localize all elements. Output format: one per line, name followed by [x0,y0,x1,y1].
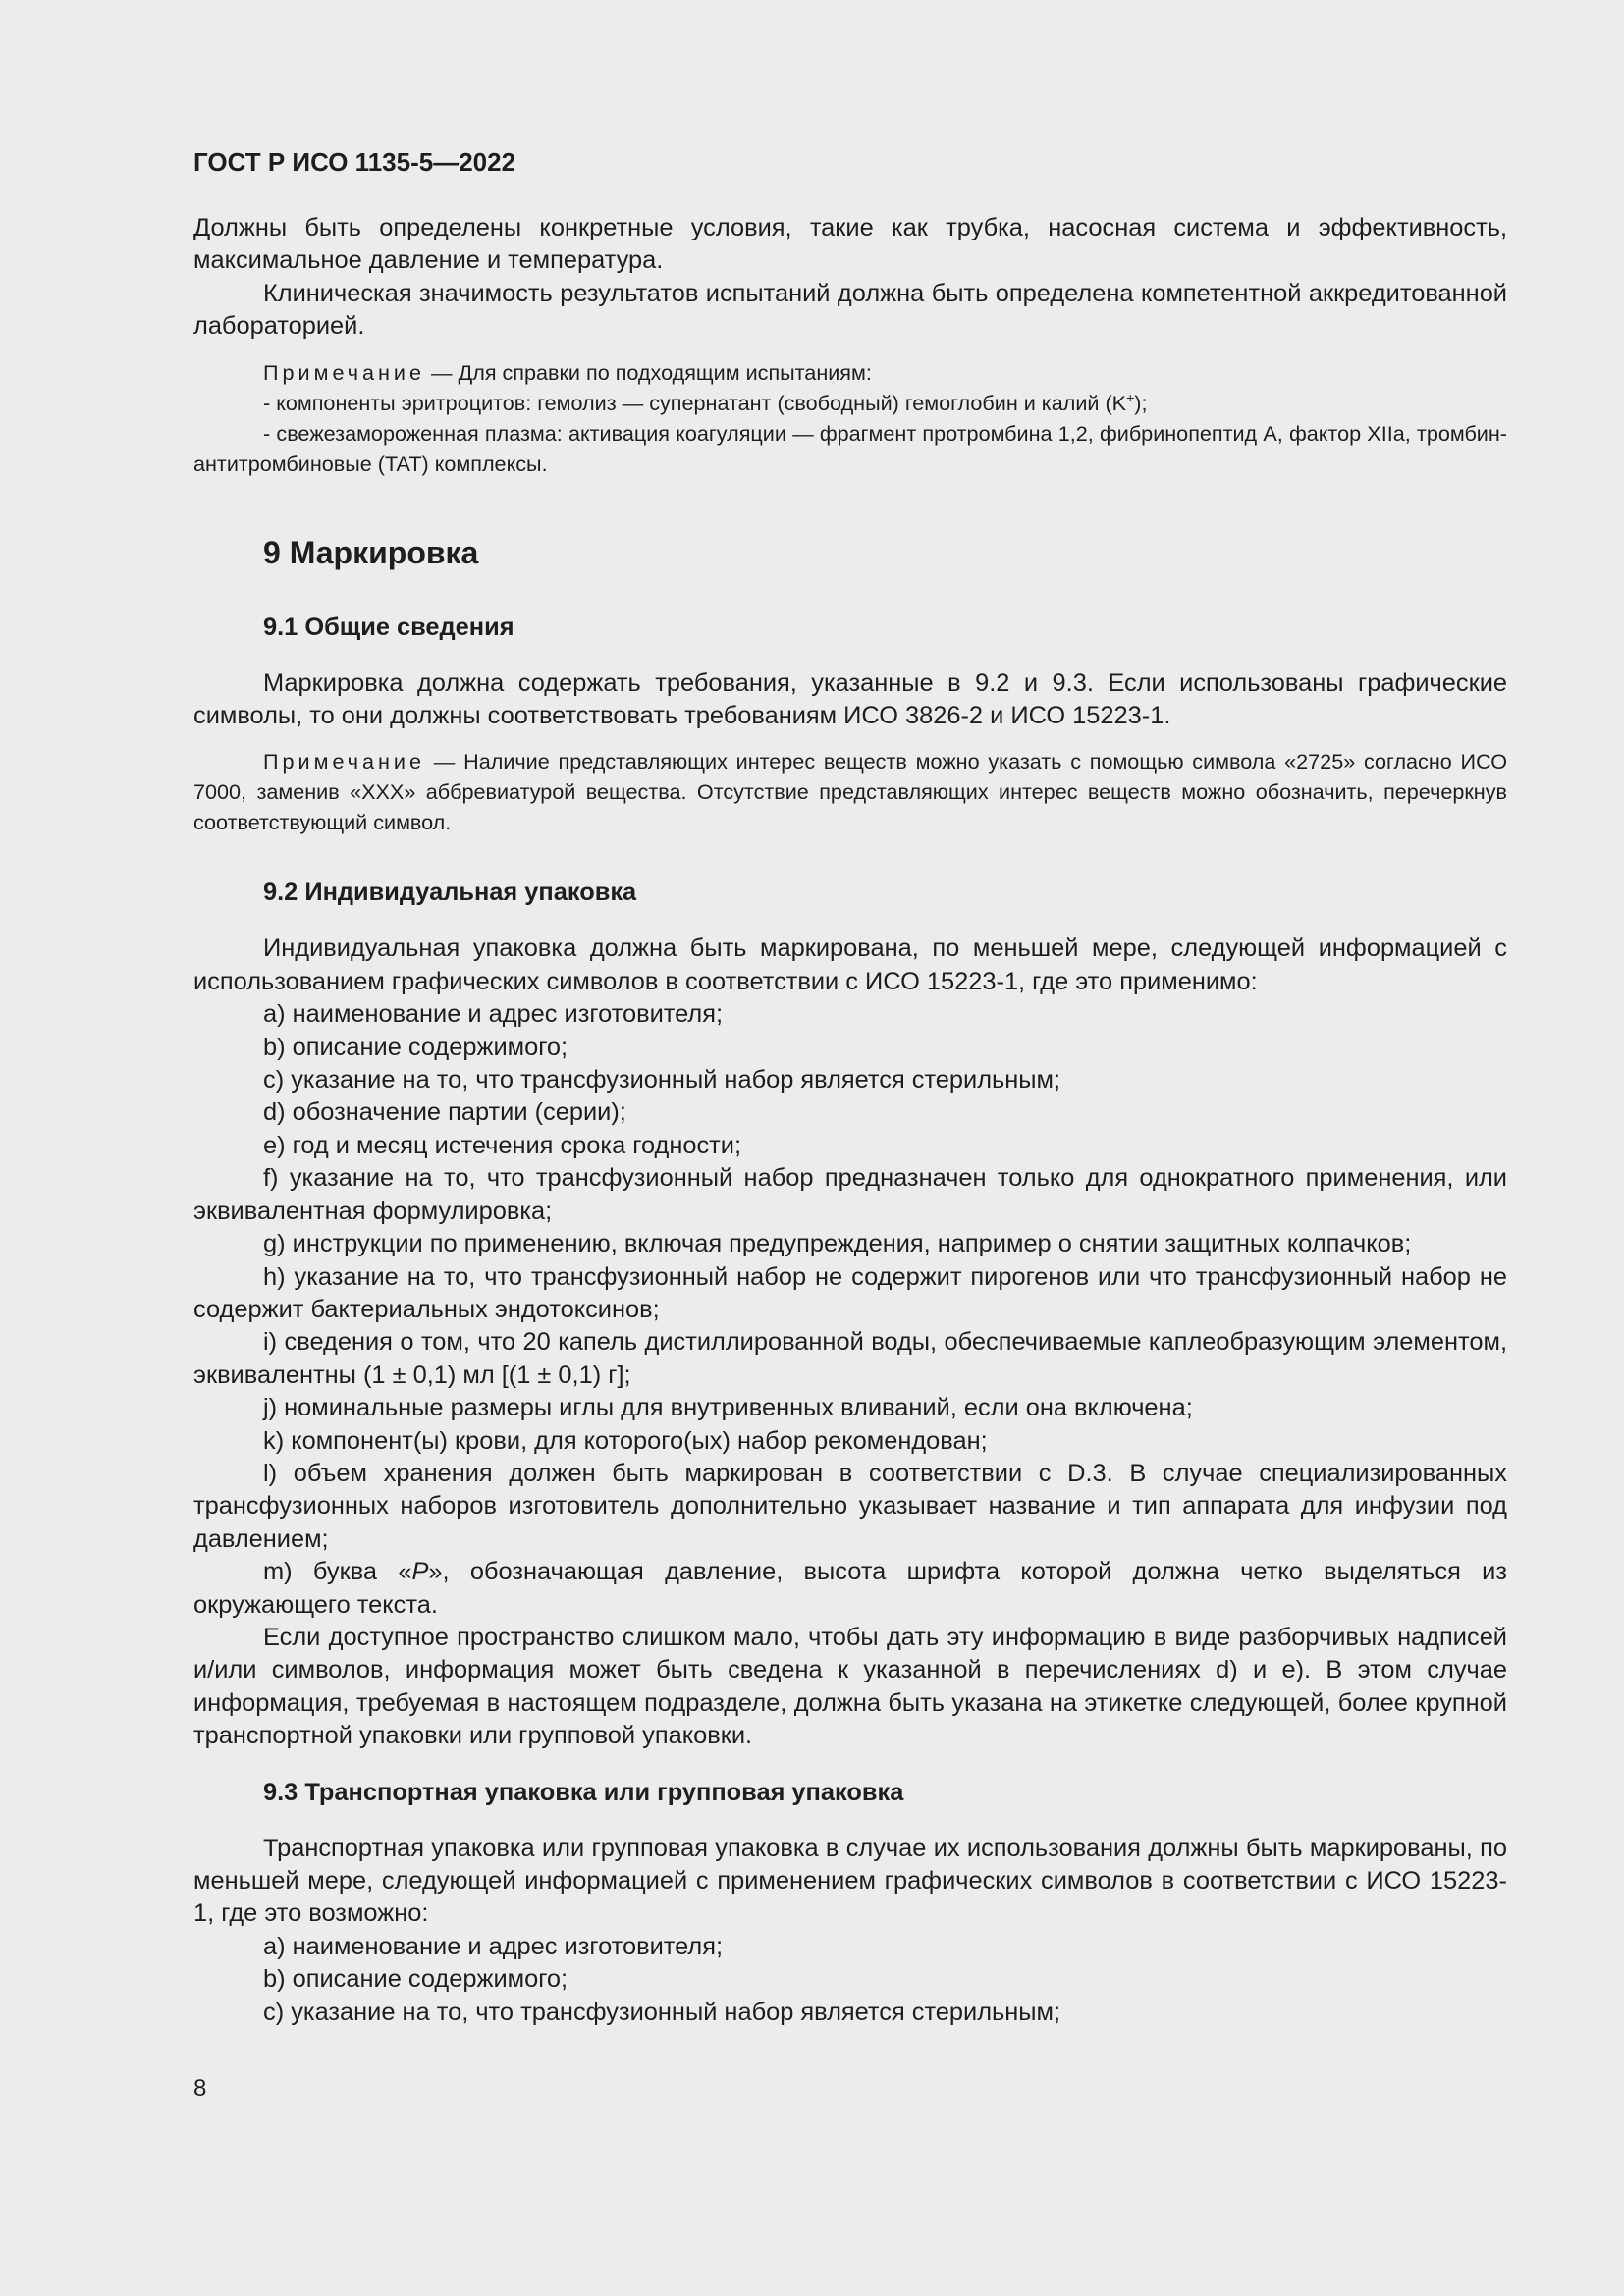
intro-paragraph-1: Должны быть определены конкретные условия, такие как трубка, насосная система и эффективность, максимальное давление и температура. [193,214,1507,275]
page-number: 8 [193,2075,207,2102]
note-text: — Наличие представляющих интерес веществ можно указать с помощью символа «2725» согласно ИСО 7000, заменив «XXX» аббревиатурой вещества. Отсутствие представляющих интерес веществ можно обозначить, перечеркнув соответствующий символ. [193,749,1507,835]
note-item: - свежезамороженная плазма: активация коагуляции — фрагмент протромбина 1,2, фибринопептид А, фактор XIIa, тромбин-антитромбиновые (TAT) комплексы. [193,420,1507,476]
section-9-2-paragraph: Индивидуальная упаковка должна быть маркирована, по меньшей мере, следующей информацией с использованием графических символов в соответствии с ИСО 15223-1, где это применимо: [193,934,1507,995]
list-item: a) наименование и адрес изготовителя; [263,1932,724,1960]
section-9-3-heading: 9.3 Транспортная упаковка или групповая упаковка [263,1778,904,1806]
list-item: b) описание содержимого; [263,1033,568,1061]
page-content [193,145,1507,2029]
intro-note [193,357,1507,479]
list-item: j) номинальные размеры иглы для внутривенных вливаний, если она включена; [263,1394,1193,1422]
list-item: i) сведения о том, что 20 капель дистиллированной воды, обеспечиваемые каплеобразующим элементом, эквивалентны (1 ± 0,1) мл [(1 ± 0,1) г]; [193,1328,1507,1389]
note-item [193,388,1507,418]
list-item: h) указание на то, что трансфузионный набор не содержит пирогенов или что трансфузионный набор не содержит бактериальных эндотоксинов; [193,1262,1507,1323]
list-item: g) инструкции по применению, включая предупреждения, например о снятии защитных колпачков; [263,1230,1412,1258]
list-item: d) обозначение партии (серии); [263,1098,626,1127]
list-item: b) описание содержимого; [263,1965,568,1994]
list-item: k) компонент(ы) крови, для которого(ых) набор рекомендован; [263,1426,988,1455]
list-item [193,1556,1507,1622]
section-9-heading: 9 Маркировка [263,534,479,570]
list-item: e) год и месяц истечения срока годности; [263,1131,742,1159]
list-item: l) объем хранения должен быть маркирован в соответствии с D.3. В случае специализированных трансфузионных наборов изготовитель дополнительно указывает название и тип аппарата для инфузии под давлением; [193,1459,1507,1553]
note-heading [193,357,1507,388]
note-item-text: ); [1134,390,1148,415]
section-9-2-heading: 9.2 Индивидуальная упаковка [263,879,637,907]
section-9-1-paragraph: Маркировка должна содержать требования, указанные в 9.2 и 9.3. Если использованы графические символы, то они должны соответствовать требованиям ИСО 3826-2 и ИСО 15223-1. [193,668,1507,730]
list-item: c) указание на то, что трансфузионный набор является стерильным; [263,1998,1061,2026]
section-9-1-heading: 9.1 Общие сведения [263,613,514,641]
note-label: Примечание [263,359,425,385]
list-item: c) указание на то, что трансфузионный набор является стерильным; [263,1066,1061,1095]
note-text: — Для справки по подходящим испытаниям: [425,359,872,385]
section-9-1-note [193,746,1507,837]
list-item: a) наименование и адрес изготовителя; [263,1000,724,1029]
section-9-3-paragraph: Транспортная упаковка или групповая упаковка в случае их использования должны быть маркированы, по меньшей мере, следующей информацией с применением графических символов в соответствии с ИСО 15223-1, где это возможно: [193,1834,1507,1928]
list-item-text: m) буква « [263,1558,412,1586]
section-9-2-list [193,998,1507,1622]
section-9-3-list [193,1931,1507,2029]
superscript: + [1126,389,1135,405]
list-item-text: », обозначающая давление, высота шрифта которой должна четко выделяться из окружающего текста. [193,1558,1507,1619]
list-item: f) указание на то, что трансфузионный набор предназначен только для однократного применения, или эквивалентная формулировка; [193,1164,1507,1225]
note-label: Примечание [263,749,425,774]
italic-letter: P [411,1558,429,1586]
document-header: ГОСТ Р ИСО 1135-5—2022 [193,147,516,177]
note-item-text: - компоненты эритроцитов: гемолиз — супернатант (свободный) гемоглобин и калий (K [263,390,1127,415]
intro-paragraph-2: Клиническая значимость результатов испытаний должна быть определена компетентной аккредитованной лабораторией. [193,279,1507,341]
section-9-2-paragraph-2: Если доступное пространство слишком мало, чтобы дать эту информацию в виде разборчивых надписей и/или символов, информация может быть сведена к указанной в перечислениях d) и e). В этом случае информация, требуемая в настоящем подразделе, должна быть указана на этикетке следующей, более крупной транспортной упаковки или групповой упаковки. [193,1623,1507,1750]
